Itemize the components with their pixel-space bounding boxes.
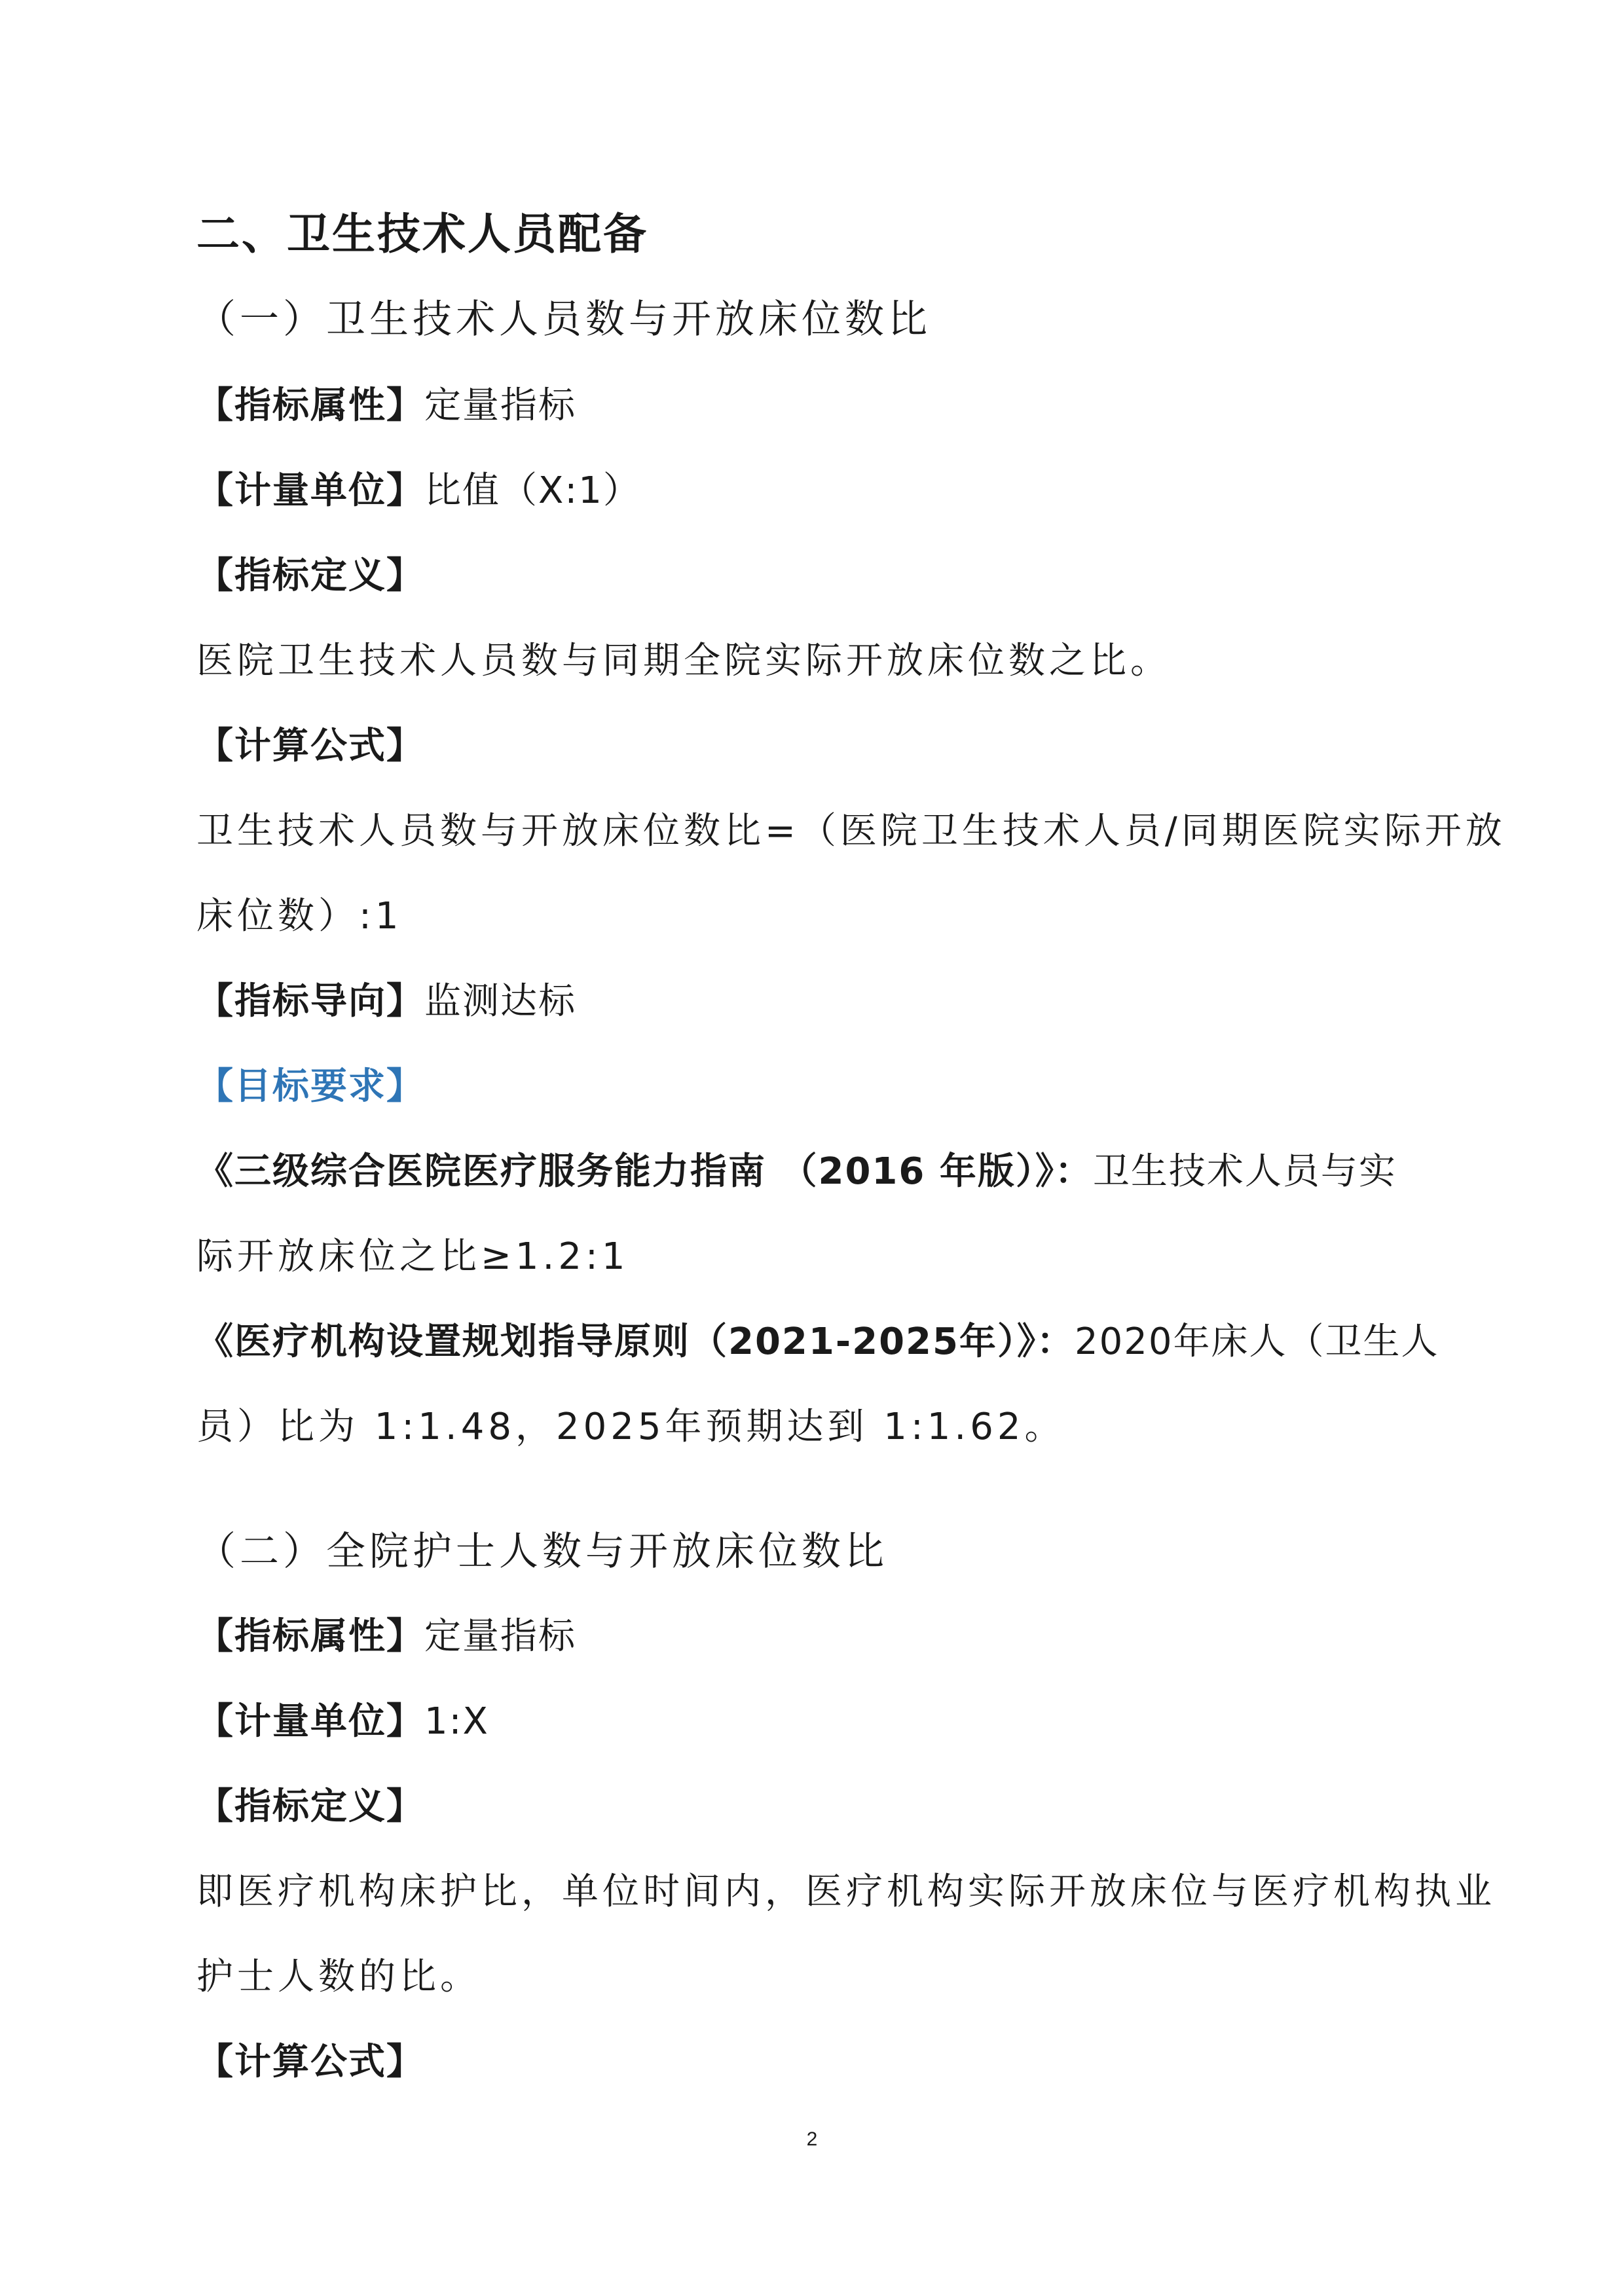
target-1-line2: 际开放床位之比≥1.2:1 [196,1235,629,1278]
unit-row-2 [196,1696,489,1748]
target-2-source: 《医疗机构设置规划指导原则（2021-2025年）》： [196,1321,1075,1363]
target-2-line1 [196,1316,1439,1368]
target-2-line2: 员）比为 1:1.48，2025年预期达到 1:1.62。 [196,1406,1065,1448]
section-title: 二、卫生技术人员配备 [196,209,648,259]
unit-label-2: 【计量单位】 [196,1700,424,1743]
indicator-attribute-row-2 [196,1611,576,1663]
subsection-heading-2: （二）全院护士人数与开放床位数比 [196,1529,888,1575]
target-2-text: 2020年床人（卫生人 [1074,1321,1439,1363]
indicator-attribute-label: 【指标属性】 [196,384,424,427]
unit-value-2: 1:X [424,1700,489,1743]
definition-label-2: 【指标定义】 [196,1785,424,1828]
formula-label: 【计算公式】 [196,725,424,767]
target-1-text: 卫生技术人员与实 [1092,1150,1397,1193]
definition-text: 医院卫生技术人员数与同期全院实际开放床位数之比。 [196,640,1171,682]
subsection-heading-1: （一）卫生技术人员数与开放床位数比 [196,297,931,342]
formula-text-line1: 卫生技术人员数与开放床位数比=（医院卫生技术人员/同期医院实际开放 [196,810,1506,852]
definition-label: 【指标定义】 [196,555,424,597]
direction-value: 监测达标 [424,980,576,1023]
target-1-source: 《三级综合医院医疗服务能力指南 （2016 年版）》： [196,1150,1093,1193]
formula-text-line2: 床位数）:1 [196,895,403,938]
indicator-attribute-row [196,380,576,432]
direction-label: 【指标导向】 [196,980,424,1023]
indicator-attribute-label-2: 【指标属性】 [196,1615,424,1658]
indicator-attribute-value-2: 定量指标 [424,1615,576,1658]
unit-row [196,465,641,517]
indicator-attribute-value: 定量指标 [424,384,576,427]
target-1-line1 [196,1146,1397,1198]
definition-text-2-line2: 护士人数的比。 [196,1956,481,1998]
definition-text-2-line1: 即医疗机构床护比，单位时间内，医疗机构实际开放床位与医疗机构执业 [196,1870,1496,1913]
unit-value: 比值（X:1） [424,469,641,512]
formula-label-2: 【计算公式】 [196,2041,424,2083]
target-label: 【目标要求】 [196,1065,424,1108]
page-number: 2 [806,2128,818,2150]
unit-label: 【计量单位】 [196,469,424,512]
direction-row [196,975,576,1028]
